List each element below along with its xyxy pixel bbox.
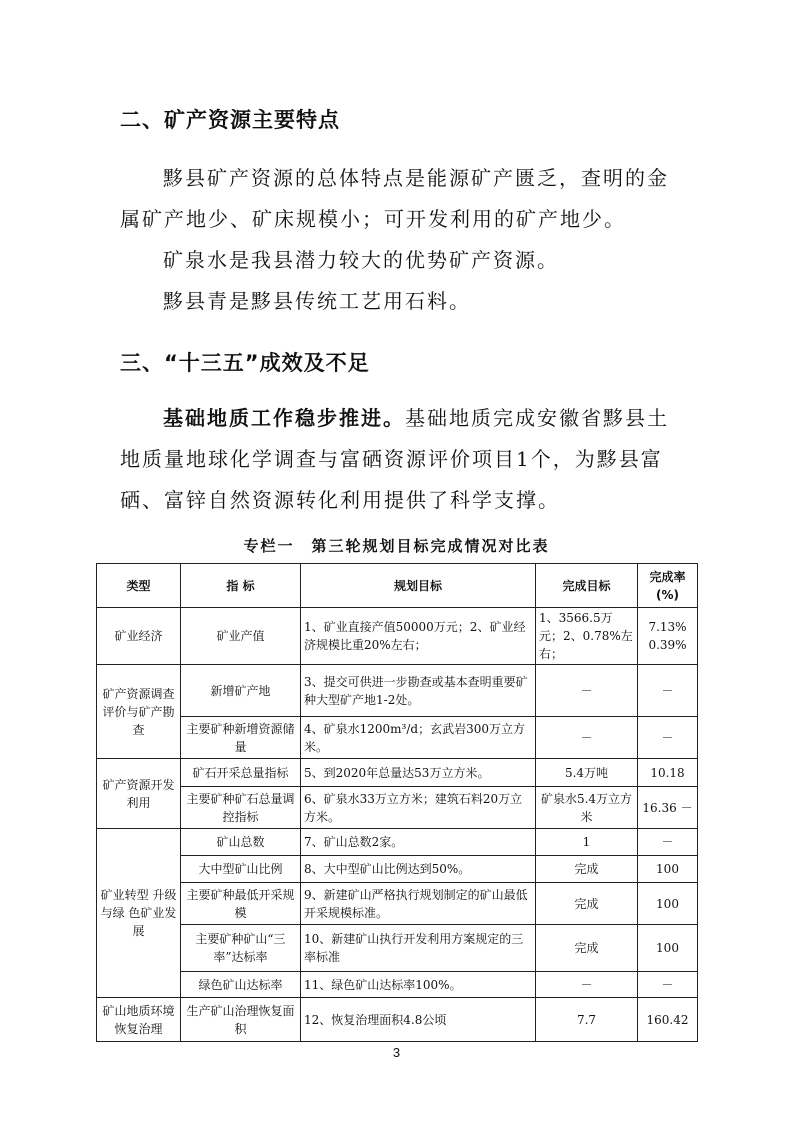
cell-target: 8、大中型矿山比例达到50%。 xyxy=(301,856,536,883)
table-row xyxy=(97,759,698,787)
cell-type: 矿产资源开发利用 xyxy=(97,759,181,829)
cell-rate: － xyxy=(638,717,698,759)
cell-rate: － xyxy=(638,972,698,998)
cell-indicator: 新增矿产地 xyxy=(181,665,301,717)
paragraph-mineral-water: 矿泉水是我县潜力较大的优势矿产资源。 xyxy=(163,248,559,272)
cell-indicator: 主要矿种矿石总量调控指标 xyxy=(181,787,301,829)
paragraph-geology-progress xyxy=(120,398,685,521)
header-rate: 完成率(%) xyxy=(638,564,698,608)
cell-indicator: 生产矿山治理恢复面积 xyxy=(181,998,301,1042)
table-row xyxy=(97,717,698,759)
table-row xyxy=(97,883,698,925)
cell-done: 7.7 xyxy=(536,998,638,1042)
cell-target: 9、新建矿山严格执行规划制定的矿山最低开采规模标准。 xyxy=(301,883,536,925)
cell-target: 5、到2020年总量达53万立方米。 xyxy=(301,759,536,787)
header-type: 类型 xyxy=(97,564,181,608)
table-header-row xyxy=(97,564,698,608)
cell-indicator: 绿色矿山达标率 xyxy=(181,972,301,998)
comparison-table xyxy=(96,563,698,1042)
header-indicator: 指 标 xyxy=(181,564,301,608)
cell-done: 完成 xyxy=(536,856,638,883)
cell-done: － xyxy=(536,717,638,759)
cell-indicator: 矿业产值 xyxy=(181,608,301,665)
section-heading-characteristics: 二、矿产资源主要特点 xyxy=(120,108,340,132)
table-row xyxy=(97,998,698,1042)
table-caption: 专栏一 第三轮规划目标完成情况对比表 xyxy=(243,537,550,555)
table-row xyxy=(97,972,698,998)
cell-target: 4、矿泉水1200m³/d；玄武岩300万立方米。 xyxy=(301,717,536,759)
cell-indicator: 大中型矿山比例 xyxy=(181,856,301,883)
paragraph-yixian-stone: 黟县青是黟县传统工艺用石料。 xyxy=(163,289,471,313)
cell-done: 完成 xyxy=(536,925,638,972)
cell-target: 3、提交可供进一步勘查或基本查明重要矿种大型矿产地1-2处。 xyxy=(301,665,536,717)
cell-done: － xyxy=(536,665,638,717)
cell-type: 矿产资源调查评价与矿产勘查 xyxy=(97,665,181,759)
cell-target: 12、恢复治理面积4.8公顷 xyxy=(301,998,536,1042)
paragraph-body: 基础地质完成安徽省黟县土地质量地球化学调查与富硒资源评价项目1个，为黟县富硒、富锌自然资源转化利用提供了科学支撑。 xyxy=(120,406,669,512)
paragraph-overview: 黟县矿产资源的总体特点是能源矿产匮乏，查明的金属矿产地少、矿床规模小；可开发利用的矿产地少。 xyxy=(120,166,669,231)
cell-rate: 10.18 xyxy=(638,759,698,787)
header-target: 规划目标 xyxy=(301,564,536,608)
cell-indicator: 主要矿种最低开采规模 xyxy=(181,883,301,925)
table-row xyxy=(97,608,698,665)
cell-done: 1、3566.5万元；2、0.78%左右； xyxy=(536,608,638,665)
cell-indicator: 主要矿种新增资源储量 xyxy=(181,717,301,759)
cell-done: 矿泉水5.4万立方米 xyxy=(536,787,638,829)
section-heading-achievements: 三、“十三五”成效及不足 xyxy=(120,351,370,375)
paragraph-lead: 基础地质工作稳步推进。 xyxy=(163,406,405,430)
cell-target: 11、绿色矿山达标率100%。 xyxy=(301,972,536,998)
cell-done: 1 xyxy=(536,829,638,856)
header-done: 完成目标 xyxy=(536,564,638,608)
cell-done: 5.4万吨 xyxy=(536,759,638,787)
cell-indicator: 主要矿种矿山“三率”达标率 xyxy=(181,925,301,972)
cell-done: － xyxy=(536,972,638,998)
table-row xyxy=(97,829,698,856)
cell-done: 完成 xyxy=(536,883,638,925)
cell-type: 矿山地质环境恢复治理 xyxy=(97,998,181,1042)
table-row xyxy=(97,787,698,829)
table-row xyxy=(97,856,698,883)
cell-indicator: 矿石开采总量指标 xyxy=(181,759,301,787)
cell-target: 7、矿山总数2家。 xyxy=(301,829,536,856)
cell-target: 10、新建矿山执行开发利用方案规定的三率标准 xyxy=(301,925,536,972)
cell-type: 矿业转型 升级与绿 色矿业发展 xyxy=(97,829,181,998)
cell-rate: － xyxy=(638,665,698,717)
cell-rate: 160.42 xyxy=(638,998,698,1042)
cell-rate: 100 xyxy=(638,883,698,925)
cell-rate: 100 xyxy=(638,925,698,972)
page-number: 3 xyxy=(392,1045,401,1060)
table-row xyxy=(97,665,698,717)
cell-rate: 7.13% 0.39% xyxy=(638,608,698,665)
cell-type: 矿业经济 xyxy=(97,608,181,665)
cell-rate: 16.36 － xyxy=(638,787,698,829)
cell-rate: － xyxy=(638,829,698,856)
cell-rate: 100 xyxy=(638,856,698,883)
cell-target: 1、矿业直接产值50000万元；2、矿业经济规模比重20%左右； xyxy=(301,608,536,665)
cell-target: 6、矿泉水33万立方米；建筑石料20万立方米。 xyxy=(301,787,536,829)
cell-indicator: 矿山总数 xyxy=(181,829,301,856)
table-row xyxy=(97,925,698,972)
